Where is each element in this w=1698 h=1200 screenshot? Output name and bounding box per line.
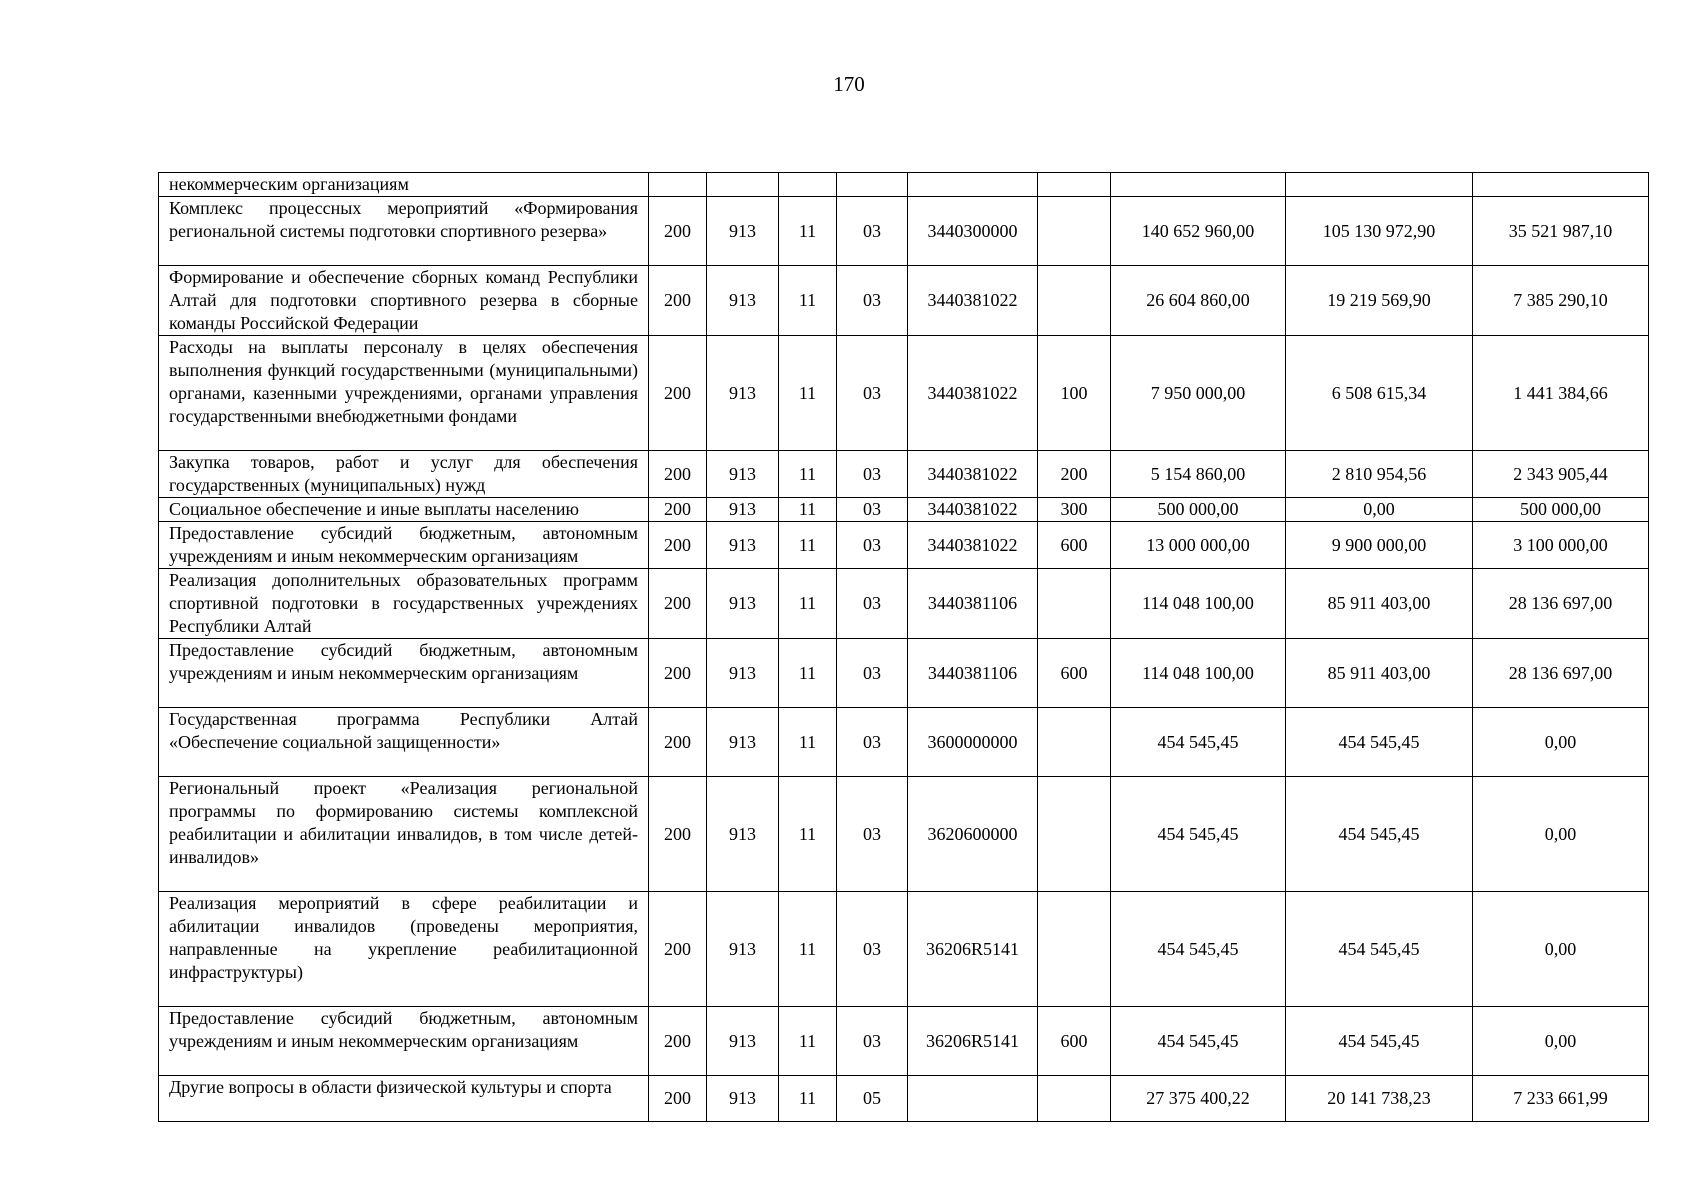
description-cell: Расходы на выплаты персоналу в целях обеспечения выполнения функций государственными (муниципальными) органами, казенными учреждениями, органами управления государственными внебюджетными фондами xyxy=(159,336,649,451)
table-row xyxy=(159,892,1649,1007)
approved-amount-cell: 26 604 860,00 xyxy=(1111,266,1286,336)
chapter-code-cell xyxy=(779,173,837,197)
table-row xyxy=(159,522,1649,569)
section-code-cell: 200 xyxy=(649,266,707,336)
ministry-code-cell: 913 xyxy=(707,336,779,451)
executed-amount-cell: 454 545,45 xyxy=(1286,777,1473,892)
ministry-code-cell: 913 xyxy=(707,1076,779,1122)
description-cell: Реализация дополнительных образовательных программ спортивной подготовки в государственных учреждениях Республики Алтай xyxy=(159,569,649,639)
target-code-cell: 36206R5141 xyxy=(908,1007,1038,1076)
expense-type-cell: 200 xyxy=(1038,451,1111,498)
approved-amount-cell: 140 652 960,00 xyxy=(1111,197,1286,266)
expense-type-cell xyxy=(1038,1076,1111,1122)
target-code-cell: 3620600000 xyxy=(908,777,1038,892)
subsection-code-cell: 03 xyxy=(837,777,908,892)
expense-type-cell xyxy=(1038,892,1111,1007)
description-cell: Предоставление субсидий бюджетным, автономным учреждениям и иным некоммерческим организациям xyxy=(159,522,649,569)
approved-amount-cell: 13 000 000,00 xyxy=(1111,522,1286,569)
section-code-cell: 200 xyxy=(649,197,707,266)
section-code-cell: 200 xyxy=(649,892,707,1007)
subsection-code-cell: 03 xyxy=(837,266,908,336)
target-code-cell: 3440381022 xyxy=(908,451,1038,498)
chapter-code-cell: 11 xyxy=(779,266,837,336)
approved-amount-cell: 7 950 000,00 xyxy=(1111,336,1286,451)
remainder-amount-cell: 500 000,00 xyxy=(1473,498,1649,522)
chapter-code-cell: 11 xyxy=(779,197,837,266)
target-code-cell: 3440381022 xyxy=(908,336,1038,451)
executed-amount-cell: 85 911 403,00 xyxy=(1286,569,1473,639)
ministry-code-cell: 913 xyxy=(707,197,779,266)
ministry-code-cell: 913 xyxy=(707,777,779,892)
description-cell: Государственная программа Республики Алтай «Обеспечение социальной защищенности» xyxy=(159,708,649,777)
subsection-code-cell xyxy=(837,173,908,197)
target-code-cell: 36206R5141 xyxy=(908,892,1038,1007)
table-row xyxy=(159,498,1649,522)
table-row xyxy=(159,451,1649,498)
target-code-cell: 3440381106 xyxy=(908,569,1038,639)
approved-amount-cell: 454 545,45 xyxy=(1111,777,1286,892)
chapter-code-cell: 11 xyxy=(779,1007,837,1076)
executed-amount-cell: 6 508 615,34 xyxy=(1286,336,1473,451)
description-cell: некоммерческим организациям xyxy=(159,173,649,197)
chapter-code-cell: 11 xyxy=(779,336,837,451)
ministry-code-cell: 913 xyxy=(707,522,779,569)
expense-type-cell: 100 xyxy=(1038,336,1111,451)
subsection-code-cell: 03 xyxy=(837,336,908,451)
approved-amount-cell: 27 375 400,22 xyxy=(1111,1076,1286,1122)
target-code-cell: 3600000000 xyxy=(908,708,1038,777)
table-row xyxy=(159,173,1649,197)
approved-amount-cell xyxy=(1111,173,1286,197)
executed-amount-cell: 0,00 xyxy=(1286,498,1473,522)
executed-amount-cell: 454 545,45 xyxy=(1286,1007,1473,1076)
approved-amount-cell: 500 000,00 xyxy=(1111,498,1286,522)
approved-amount-cell: 454 545,45 xyxy=(1111,892,1286,1007)
expense-type-cell: 600 xyxy=(1038,639,1111,708)
description-cell: Реализация мероприятий в сфере реабилитации и абилитации инвалидов (проведены мероприятия, направленные на укрепление реабилитационной инфраструктуры) xyxy=(159,892,649,1007)
target-code-cell: 3440381022 xyxy=(908,522,1038,569)
expense-type-cell xyxy=(1038,266,1111,336)
approved-amount-cell: 114 048 100,00 xyxy=(1111,639,1286,708)
subsection-code-cell: 03 xyxy=(837,569,908,639)
ministry-code-cell: 913 xyxy=(707,498,779,522)
expense-type-cell: 600 xyxy=(1038,522,1111,569)
ministry-code-cell: 913 xyxy=(707,451,779,498)
chapter-code-cell: 11 xyxy=(779,708,837,777)
remainder-amount-cell: 28 136 697,00 xyxy=(1473,569,1649,639)
expense-type-cell: 300 xyxy=(1038,498,1111,522)
executed-amount-cell: 454 545,45 xyxy=(1286,892,1473,1007)
target-code-cell xyxy=(908,1076,1038,1122)
executed-amount-cell: 454 545,45 xyxy=(1286,708,1473,777)
description-cell: Социальное обеспечение и иные выплаты населению xyxy=(159,498,649,522)
ministry-code-cell: 913 xyxy=(707,892,779,1007)
chapter-code-cell: 11 xyxy=(779,498,837,522)
expense-type-cell xyxy=(1038,777,1111,892)
subsection-code-cell: 03 xyxy=(837,451,908,498)
ministry-code-cell: 913 xyxy=(707,266,779,336)
ministry-code-cell: 913 xyxy=(707,708,779,777)
description-cell: Предоставление субсидий бюджетным, автономным учреждениям и иным некоммерческим организациям xyxy=(159,639,649,708)
subsection-code-cell: 03 xyxy=(837,639,908,708)
remainder-amount-cell: 2 343 905,44 xyxy=(1473,451,1649,498)
executed-amount-cell: 9 900 000,00 xyxy=(1286,522,1473,569)
executed-amount-cell xyxy=(1286,173,1473,197)
ministry-code-cell xyxy=(707,173,779,197)
approved-amount-cell: 454 545,45 xyxy=(1111,708,1286,777)
table-row xyxy=(159,1076,1649,1122)
subsection-code-cell: 05 xyxy=(837,1076,908,1122)
section-code-cell: 200 xyxy=(649,1076,707,1122)
description-cell: Предоставление субсидий бюджетным, автономным учреждениям и иным некоммерческим организациям xyxy=(159,1007,649,1076)
section-code-cell: 200 xyxy=(649,569,707,639)
ministry-code-cell: 913 xyxy=(707,639,779,708)
remainder-amount-cell: 1 441 384,66 xyxy=(1473,336,1649,451)
section-code-cell: 200 xyxy=(649,522,707,569)
description-cell: Комплекс процессных мероприятий «Формирования региональной системы подготовки спортивного резерва» xyxy=(159,197,649,266)
ministry-code-cell: 913 xyxy=(707,569,779,639)
section-code-cell: 200 xyxy=(649,498,707,522)
remainder-amount-cell: 0,00 xyxy=(1473,777,1649,892)
subsection-code-cell: 03 xyxy=(837,498,908,522)
chapter-code-cell: 11 xyxy=(779,1076,837,1122)
chapter-code-cell: 11 xyxy=(779,451,837,498)
approved-amount-cell: 454 545,45 xyxy=(1111,1007,1286,1076)
target-code-cell: 3440381106 xyxy=(908,639,1038,708)
section-code-cell: 200 xyxy=(649,777,707,892)
table-row xyxy=(159,569,1649,639)
subsection-code-cell: 03 xyxy=(837,522,908,569)
description-cell: Другие вопросы в области физической культуры и спорта xyxy=(159,1076,649,1122)
description-cell: Формирование и обеспечение сборных команд Республики Алтай для подготовки спортивного резерва в сборные команды Российской Федерации xyxy=(159,266,649,336)
target-code-cell: 3440381022 xyxy=(908,498,1038,522)
remainder-amount-cell: 35 521 987,10 xyxy=(1473,197,1649,266)
remainder-amount-cell: 3 100 000,00 xyxy=(1473,522,1649,569)
remainder-amount-cell: 7 233 661,99 xyxy=(1473,1076,1649,1122)
expense-type-cell xyxy=(1038,708,1111,777)
remainder-amount-cell xyxy=(1473,173,1649,197)
table-row xyxy=(159,639,1649,708)
chapter-code-cell: 11 xyxy=(779,522,837,569)
subsection-code-cell: 03 xyxy=(837,197,908,266)
executed-amount-cell: 20 141 738,23 xyxy=(1286,1076,1473,1122)
subsection-code-cell: 03 xyxy=(837,892,908,1007)
approved-amount-cell: 114 048 100,00 xyxy=(1111,569,1286,639)
target-code-cell: 3440300000 xyxy=(908,197,1038,266)
chapter-code-cell: 11 xyxy=(779,892,837,1007)
executed-amount-cell: 85 911 403,00 xyxy=(1286,639,1473,708)
table-row xyxy=(159,197,1649,266)
table-row xyxy=(159,266,1649,336)
table-body xyxy=(159,173,1649,1122)
expense-type-cell: 600 xyxy=(1038,1007,1111,1076)
executed-amount-cell: 2 810 954,56 xyxy=(1286,451,1473,498)
target-code-cell xyxy=(908,173,1038,197)
chapter-code-cell: 11 xyxy=(779,569,837,639)
expense-type-cell xyxy=(1038,197,1111,266)
description-cell: Закупка товаров, работ и услуг для обеспечения государственных (муниципальных) нужд xyxy=(159,451,649,498)
table-row xyxy=(159,1007,1649,1076)
approved-amount-cell: 5 154 860,00 xyxy=(1111,451,1286,498)
expense-type-cell xyxy=(1038,569,1111,639)
executed-amount-cell: 19 219 569,90 xyxy=(1286,266,1473,336)
section-code-cell: 200 xyxy=(649,1007,707,1076)
page-number: 170 xyxy=(833,72,865,96)
section-code-cell: 200 xyxy=(649,451,707,498)
expense-type-cell xyxy=(1038,173,1111,197)
section-code-cell xyxy=(649,173,707,197)
remainder-amount-cell: 0,00 xyxy=(1473,892,1649,1007)
section-code-cell: 200 xyxy=(649,336,707,451)
description-cell: Региональный проект «Реализация региональной программы по формированию системы комплексной реабилитации и абилитации инвалидов, в том числе детей-инвалидов» xyxy=(159,777,649,892)
remainder-amount-cell: 0,00 xyxy=(1473,1007,1649,1076)
budget-table xyxy=(158,172,1649,1122)
executed-amount-cell: 105 130 972,90 xyxy=(1286,197,1473,266)
table-row xyxy=(159,708,1649,777)
chapter-code-cell: 11 xyxy=(779,639,837,708)
table-row xyxy=(159,336,1649,451)
section-code-cell: 200 xyxy=(649,639,707,708)
ministry-code-cell: 913 xyxy=(707,1007,779,1076)
table-row xyxy=(159,777,1649,892)
remainder-amount-cell: 28 136 697,00 xyxy=(1473,639,1649,708)
subsection-code-cell: 03 xyxy=(837,708,908,777)
chapter-code-cell: 11 xyxy=(779,777,837,892)
target-code-cell: 3440381022 xyxy=(908,266,1038,336)
remainder-amount-cell: 7 385 290,10 xyxy=(1473,266,1649,336)
section-code-cell: 200 xyxy=(649,708,707,777)
remainder-amount-cell: 0,00 xyxy=(1473,708,1649,777)
subsection-code-cell: 03 xyxy=(837,1007,908,1076)
